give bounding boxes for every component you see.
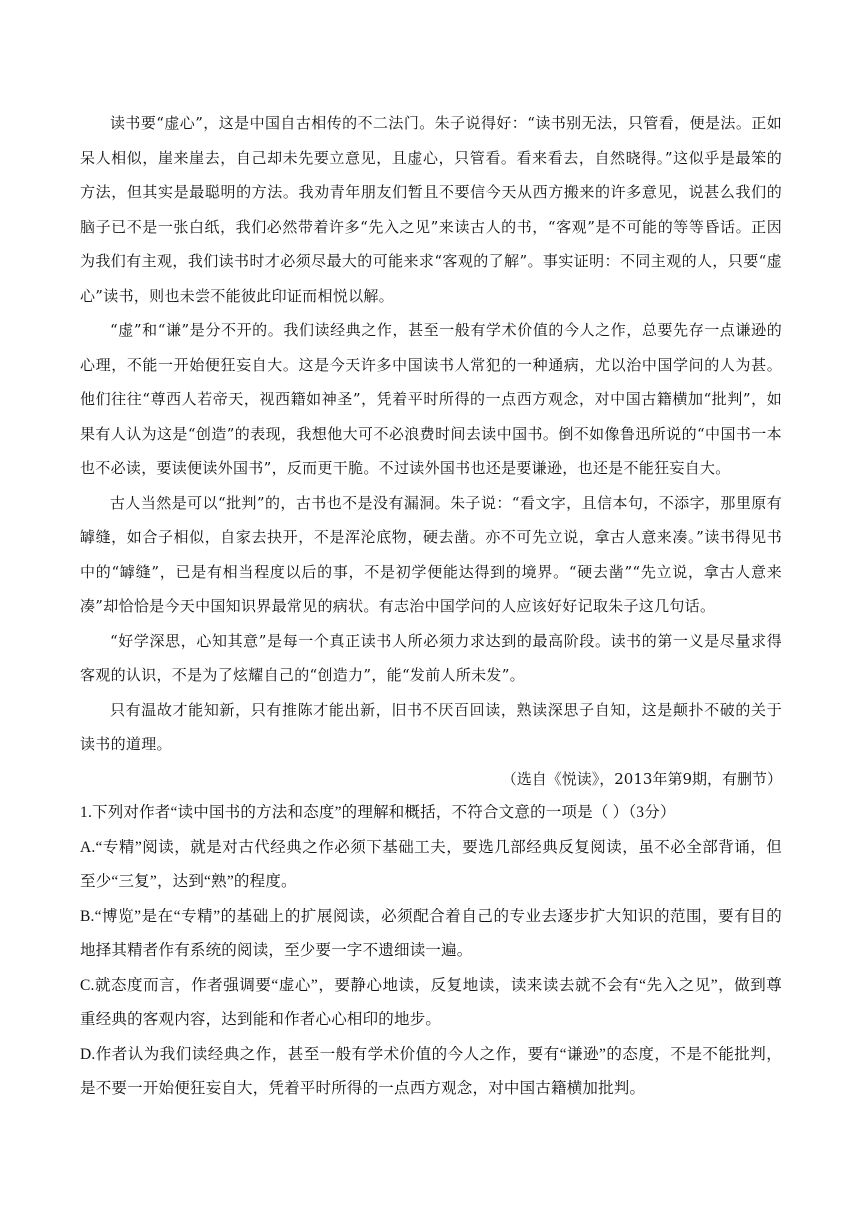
- passage-source: （选自《悦读》，2013年第9期，有删节）: [501, 769, 782, 788]
- passage-paragraph-5: 只有温故才能知新，只有推陈才能出新，旧书不厌百回读，熟读深思子自知，这是颠扑不破的关于读书的道理。: [80, 700, 782, 753]
- question-stem: 1.下列对作者“读中国书的方法和态度”的理解和概括，不符合文意的一项是（ ）（3分）: [80, 804, 676, 821]
- document-page: [80, 106, 782, 1107]
- option-a: A.“专精”阅读，就是对古代经典之作必须下基础工夫，要选几部经典反复阅读，虽不必全部背诵，但至少“三复”，达到“熟”的程度。: [80, 838, 782, 890]
- option-b: B.“博览”是在“专精”的基础上的扩展阅读，必须配合着自己的专业去逐步扩大知识的范围，要有目的地择其精者作有系统的阅读，至少要一字不遗细读一遍。: [80, 907, 782, 959]
- option-d: D.作者认为我们读经典之作，甚至一般有学术价值的今人之作，要有“谦逊”的态度，不是不能批判，是不要一开始便狂妄自大，凭着平时所得的一点西方观念，对中国古籍横加批判。: [80, 1045, 782, 1097]
- passage-paragraph-3: 古人当然是可以“批判”的，古书也不是没有漏洞。朱子说：“看文字，且信本句，不添字，那里原有罅缝，如合子相似，自家去抉开，不是浑沦底物，硬去凿。亦不可先立说，拿古人意来凑。”读书得见书中的“罅缝”，已是有相当程度以后的事，不是初学便能达得到的境界。“硬去凿”“先立说，拿古人意来凑”却恰恰是今天中国知识界最常见的病状。有志治中国学问的人应该好好记取朱子这几句话。: [80, 493, 782, 615]
- passage-paragraph-1: 读书要“虚心”，这是中国自古相传的不二法门。朱子说得好：“读书别无法，只管看，便是法。正如呆人相似，崖来崖去，自己却未先要立意见，且虚心，只管看。看来看去，自然晓得。”这似乎是最笨的方法，但其实是最聪明的方法。我劝青年朋友们暂且不要信今天从西方搬来的许多意见，说甚么我们的脑子已不是一张白纸，我们必然带着许多“先入之见”来读古人的书，“客观”是不可能的等等昏话。正因为我们有主观，我们读书时才必须尽最大的可能来求“客观的了解”。事实证明：不同主观的人，只要“虚心”读书，则也未尝不能彼此印证而相悦以解。: [80, 114, 782, 305]
- passage-paragraph-2: “虚”和“谦”是分不开的。我们读经典之作，甚至一般有学术价值的今人之作，总要先存一点谦逊的心理，不能一开始便狂妄自大。这是今天许多中国读书人常犯的一种通病，尤以治中国学问的人为甚。他们往往“尊西人若帝天，视西籍如神圣”，凭着平时所得的一点西方观念，对中国古籍横加“批判”，如果有人认为这是“创造”的表现，我想他大可不必浪费时间去读中国书。倒不如像鲁迅所说的“中国书一本也不必读，要读便读外国书”，反而更干脆。不过读外国书也还是要谦逊，也还是不能狂妄自大。: [80, 321, 782, 477]
- option-c: C.就态度而言，作者强调要“虚心”，要静心地读，反复地读，读来读去就不会有“先入之见”，做到尊重经典的客观内容，达到能和作者心心相印的地步。: [80, 976, 782, 1028]
- passage-paragraph-4: “好学深思，心知其意”是每一个真正读书人所必须力求达到的最高阶段。读书的第一义是尽量求得客观的认识，不是为了炫耀自己的“创造力”，能“发前人所未发”。: [80, 631, 782, 684]
- question-options: [80, 831, 782, 1107]
- reading-passage: [80, 106, 782, 762]
